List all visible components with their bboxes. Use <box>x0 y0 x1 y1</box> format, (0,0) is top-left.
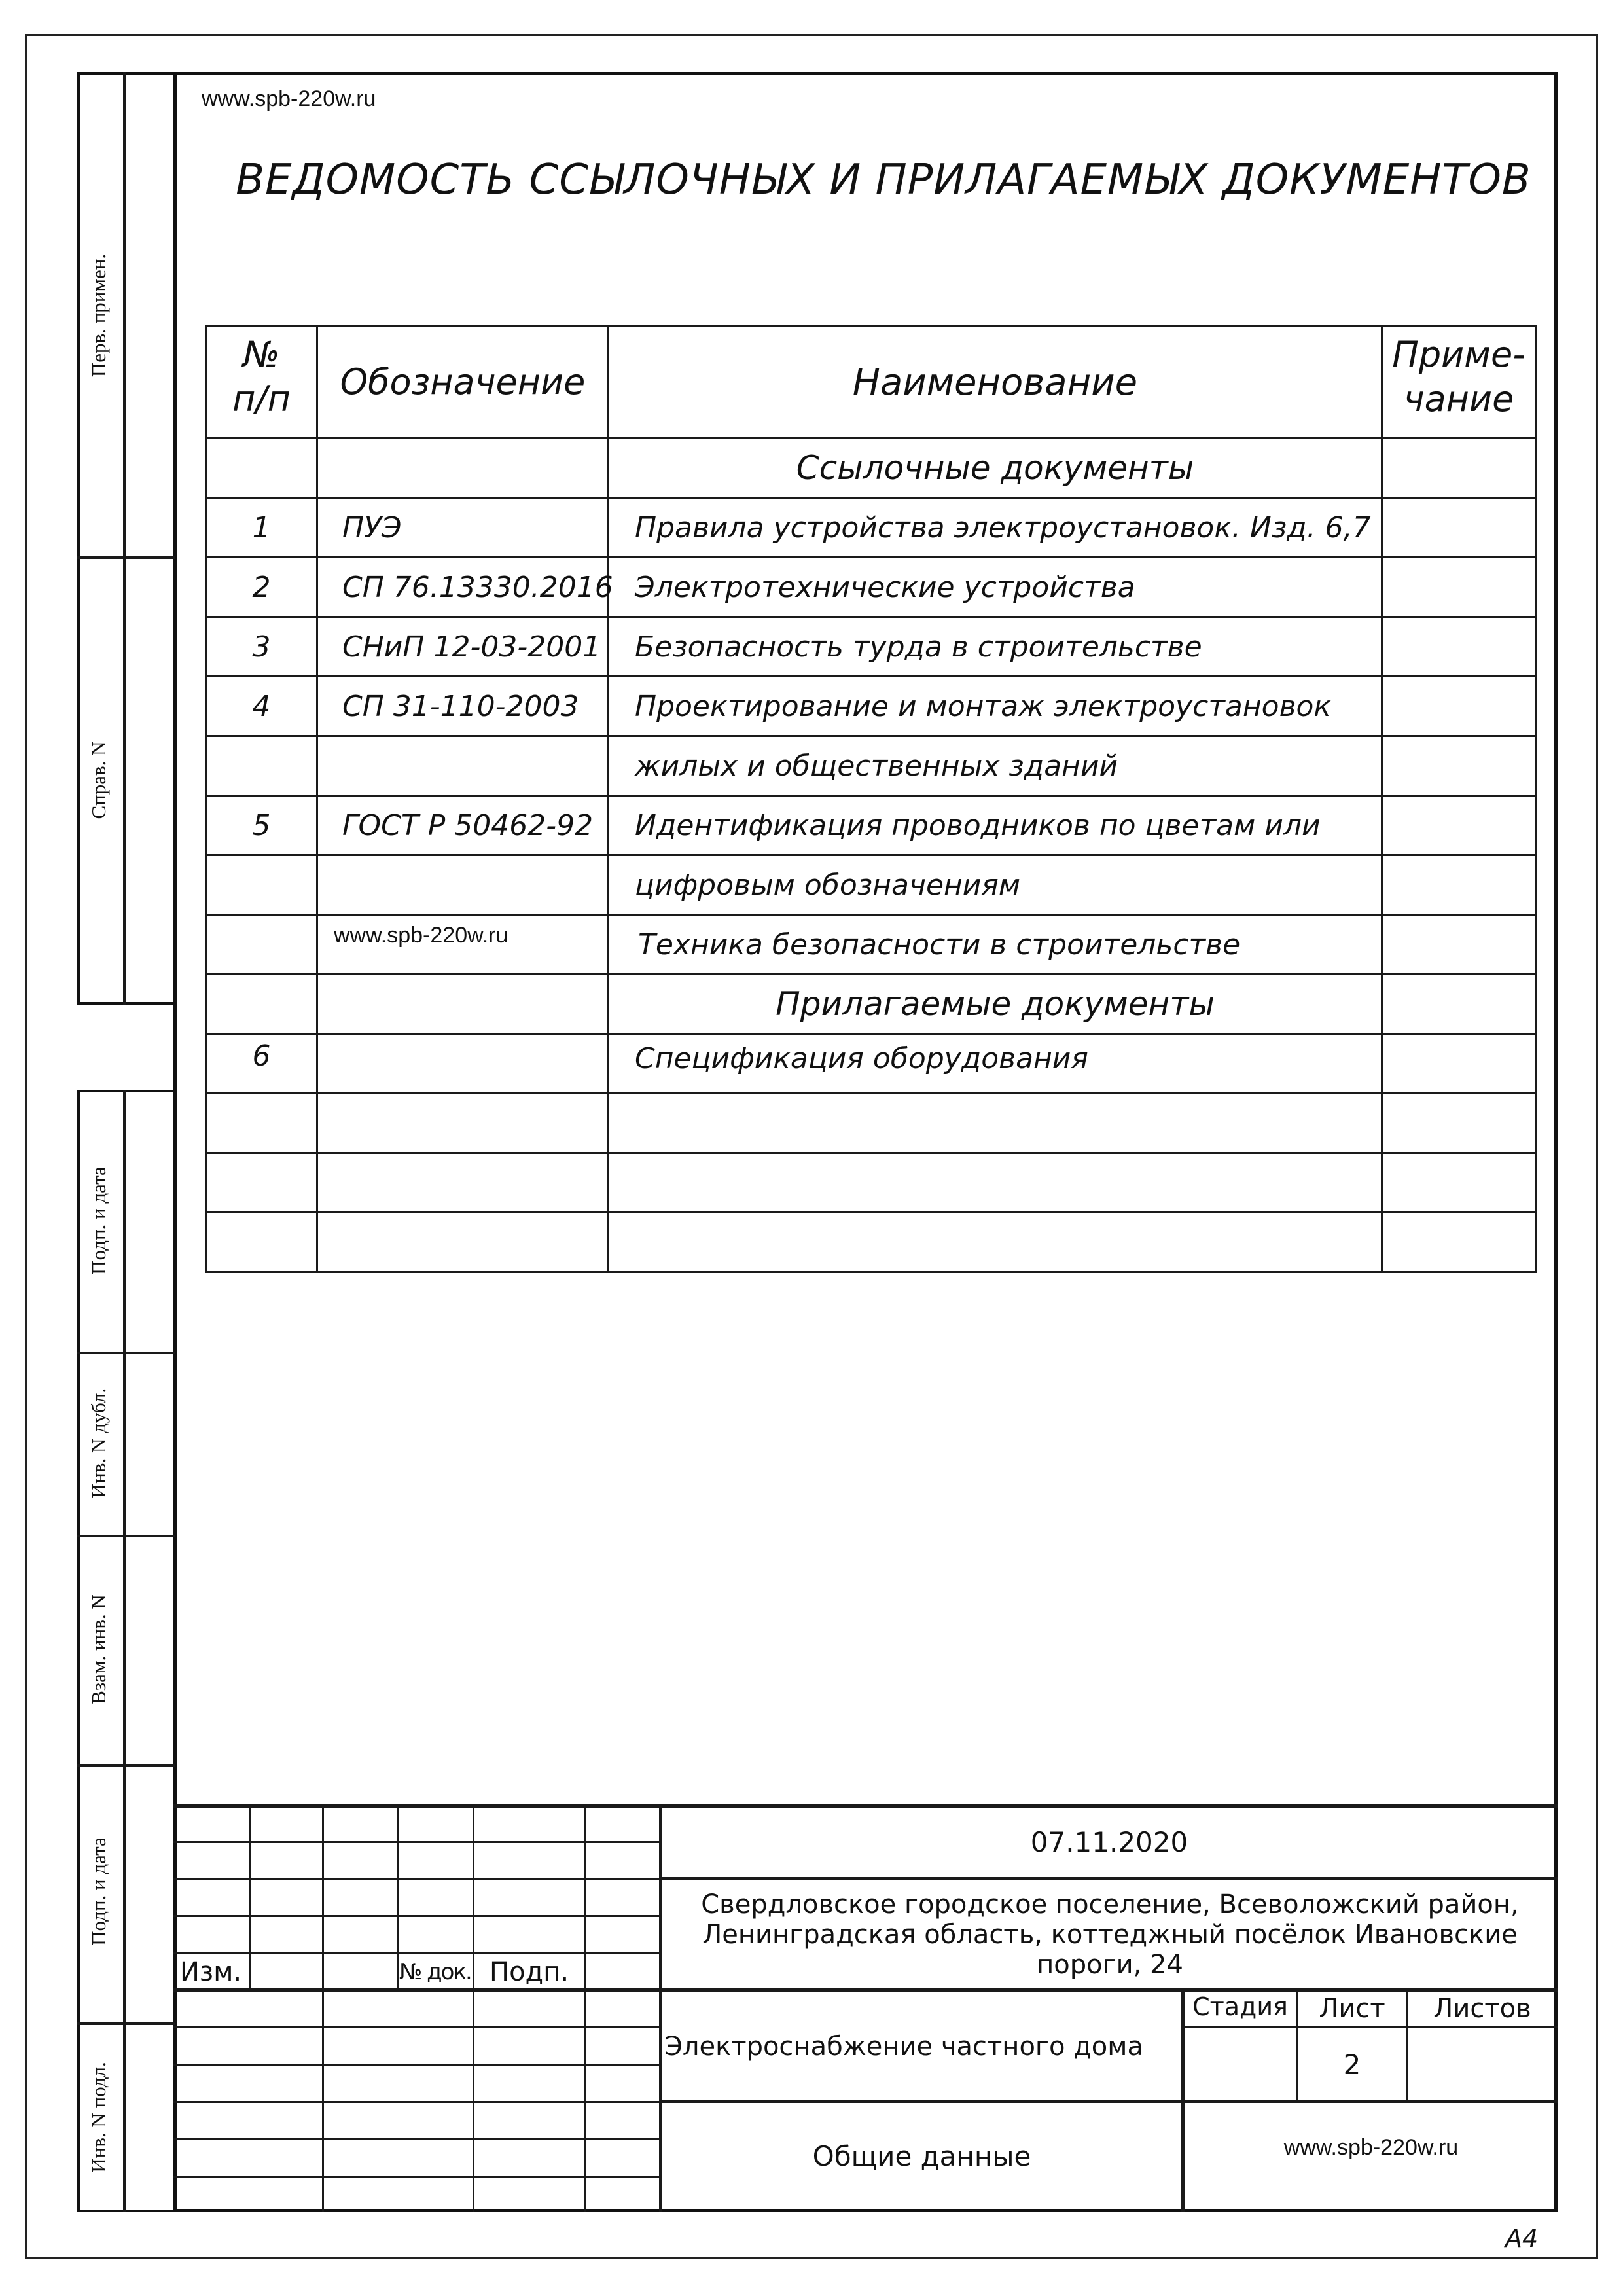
side-label-sprav-n: Справ. N <box>87 741 110 819</box>
label-izm: Изм. <box>180 1957 242 1987</box>
stamp-project: Электроснабжение частного дома <box>664 2032 1143 2062</box>
table-row-name: Идентификация проводников по цветам или <box>635 809 1321 842</box>
table-row-name: Спецификация оборудования <box>635 1042 1088 1075</box>
header-designation: Обозначение <box>340 361 586 403</box>
table-row-num: 6 <box>252 1039 271 1073</box>
header-note-line2: чание <box>1403 378 1514 420</box>
stamp-sheet-label: Лист <box>1319 1994 1385 2024</box>
header-num-line1: № <box>243 334 280 375</box>
table-row-num: 2 <box>252 571 271 604</box>
header-note <box>1383 332 1535 422</box>
table-row-designation-url: www.spb-220w.ru <box>334 923 508 948</box>
stamp-date: 07.11.2020 <box>1030 1826 1188 1858</box>
side-label-podp-data-2: Подп. и дата <box>87 1837 110 1946</box>
header-num-line2: п/п <box>232 378 291 420</box>
table-row-name: Техника безопасности в строительстве <box>638 928 1241 961</box>
table-row-name: цифровым обозначениям <box>635 869 1021 902</box>
header-name: Наименование <box>852 361 1138 404</box>
table-row-name: Проектирование и монтаж электроустановок <box>635 690 1331 723</box>
header-note-line1: Приме- <box>1392 334 1525 375</box>
table-row-designation: СП 31-110-2003 <box>342 690 579 723</box>
side-label-vzam-inv-n: Взам. инв. N <box>87 1594 110 1704</box>
table-row-num: 3 <box>252 630 271 664</box>
table-row-designation: ГОСТ Р 50462-92 <box>342 809 594 842</box>
side-label-inv-n-podl: Инв. N подл. <box>87 2062 110 2173</box>
stamp-section-title: Общие данные <box>812 2140 1031 2172</box>
stamp-sheet-value: 2 <box>1343 2049 1361 2081</box>
side-label-inv-n-dubl: Инв. N дубл. <box>87 1388 110 1499</box>
stamp-stage-label: Стадия <box>1192 1992 1288 2021</box>
header-url: www.spb-220w.ru <box>202 86 376 111</box>
label-n-dok: № док. <box>399 1959 471 1985</box>
table-row-name: Электротехнические устройства <box>635 571 1135 604</box>
table-row-num: 4 <box>252 690 271 723</box>
side-label-perv-primen: Перв. примен. <box>87 253 110 378</box>
table-row-name: жилых и общественных зданий <box>635 749 1118 783</box>
section-attached-docs: Прилагаемые документы <box>776 985 1215 1023</box>
side-label-podp-data-1: Подп. и дата <box>87 1166 110 1275</box>
format-label: А4 <box>1505 2224 1539 2253</box>
table-row-designation: ПУЭ <box>342 511 402 545</box>
label-podp: Подп. <box>490 1957 569 1987</box>
stamp-url: www.spb-220w.ru <box>1283 2135 1459 2160</box>
table-row-name: Правила устройства электроустановок. Изд. 6,7 <box>635 511 1371 545</box>
section-referenced-docs: Ссылочные документы <box>796 449 1194 487</box>
table-row-designation: СНиП 12-03-2001 <box>342 630 601 664</box>
stamp-sheets-label: Листов <box>1433 1994 1531 2024</box>
document-title: ВЕДОМОСТЬ ССЫЛОЧНЫХ И ПРИЛАГАЕМЫХ ДОКУМЕНТОВ <box>236 156 1531 204</box>
table-row-num: 5 <box>252 809 271 842</box>
table-row-name: Безопасность турда в строительстве <box>635 630 1202 664</box>
table-row-designation: СП 76.13330.2016 <box>342 571 613 604</box>
stamp-address: Свердловское городское поселение, Всеволожский район, Ленинградская область, коттеджный посёлок Ивановские пороги, 24 <box>701 1890 1519 1980</box>
table-row-num: 1 <box>252 511 271 545</box>
header-num <box>207 332 316 422</box>
